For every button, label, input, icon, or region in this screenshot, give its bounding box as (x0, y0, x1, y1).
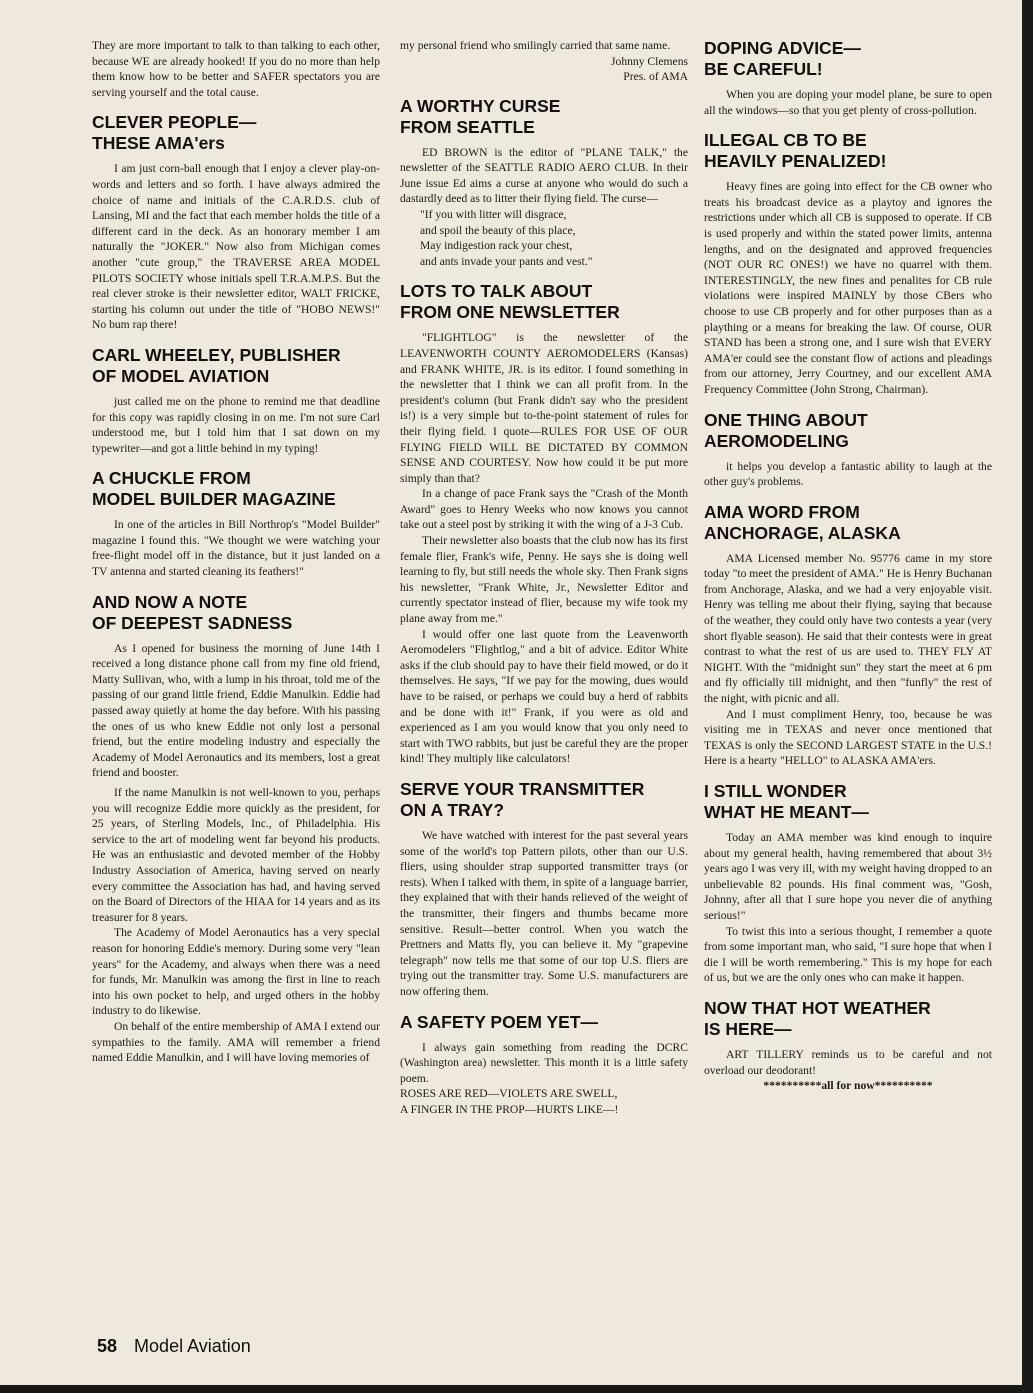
signature-name: Johnny Clemens (611, 54, 688, 68)
paragraph: And I must compliment Henry, too, because he was visiting me in TEXAS and never once mentioned that TEXAS is only the SECOND LARGEST STATE in the U.S.! Here is a hearty "HELLO" to ALASKA AMA'ers. (704, 707, 992, 768)
verse-line: May indigestion rack your chest, (420, 239, 573, 253)
paragraph: If the name Manulkin is not well-known to you, perhaps you will recognize Eddie more quickly as the president, for 25 years, of Sterling Models, Inc., of Philadelphia. His service to the art of modeling went far beyond his products. He was an enthusiastic and devoted member of the Hobby Industry Association of America, having served on nearly every committee the Association has had, and having served on the Board of Directors of the HIAA for 14 years and as its treasurer for 8 years. (92, 786, 380, 924)
heading-illegal-cb: ILLEGAL CB TO BE HEAVILY PENALIZED! (704, 130, 887, 172)
intro-paragraph: They are more important to talk to than talking to each other, because WE are already hooked! If you do no more than help them know how to be better and SAFER spectators you are serving yourself and the total cause. (92, 39, 380, 99)
heading-anchorage: AMA WORD FROM ANCHORAGE, ALASKA (704, 501, 901, 543)
magazine-title: Model Aviation (134, 1336, 251, 1356)
heading-still-wonder: I STILL WONDER WHAT HE MEANT— (704, 781, 869, 822)
verse-line: "If you with litter will disgrace, (420, 207, 567, 221)
paragraph: In one of the articles in Bill Northrop's "Model Builder" magazine I found this. "We thought we were watching your free-flight model off in the distance, but it just landed on a TV antenna and started cleaning its feathers!" (92, 518, 380, 579)
heading-chuckle: A CHUCKLE FROM MODEL BUILDER MAGAZINE (92, 468, 336, 510)
poem-line: A FINGER IN THE PROP—HURTS LIKE—! (400, 1102, 619, 1116)
paragraph: I always gain something from reading the DCRC (Washington area) newsletter. This month it is a little safety poem. (400, 1040, 688, 1085)
paragraph: Their newsletter also boasts that the club now has its first female flier, Frank's wife, Penny. He says she is doing well learning to fly, but still needs the whole sky. Then Frank signs his newsletter, "Frank White, Jr., Newsletter Editor and currently spectator instead of flier, because my wife took my plane away from me." (400, 534, 688, 626)
heading-doping-advice: DOPING ADVICE— BE CAREFUL! (704, 38, 861, 79)
heading-clever-people: CLEVER PEOPLE— THESE AMA'ers (92, 112, 257, 154)
heading-lots-to-talk: LOTS TO TALK ABOUT FROM ONE NEWSLETTER (400, 281, 620, 323)
continued-paragraph: my personal friend who smilingly carried that same name. (400, 39, 671, 52)
paragraph: I am just corn-ball enough that I enjoy a clever play-on-words and letters and so forth. I have always admired the choice of name and initials of the C.A.R.D.S. club of Lansing, MI and the fact that each member holds the title of a different card in the deck. As an honorary member I am naturally the "JOKER." Now also from Michigan comes another "cute group," the TRAVERSE AREA MODEL PILOTS SOCIETY whose initials spell T.R.A.M.P.S. But the real clever stroke is their newsletter editor, WALT FRICKE, starting his column out under the title of "HOBO NEWS!" No bum rap there! (92, 162, 380, 332)
heading-carl-wheeley: CARL WHEELEY, PUBLISHER OF MODEL AVIATION (92, 344, 341, 386)
signature-title: Pres. of AMA (623, 69, 688, 83)
paragraph: On behalf of the entire membership of AMA I extend our sympathies to the family. AMA will remember a friend named Eddie Manulkin, and I will have loving memories of (92, 1019, 380, 1065)
column-1 (92, 38, 380, 1066)
paragraph: AMA Licensed member No. 95776 came in my store today "to meet the president of AMA." He is Henry Buchanan from Anchorage, Alaska, and we had a very enjoyable visit. Henry was telling me about their flying, saying that because of the weather, they could only have two contests a year (very short flyable season). He said that their contests were in great contrast to what the rest of us are used to. THEY FLY AT NIGHT. With the "midnight sun" they start the meet at 6 pm and fly officially till midnight, and then "funfly" the rest of the night, with picnic and all. (704, 551, 992, 706)
paragraph: To twist this into a serious thought, I remember a quote from some important man, who said, "I sure hope that when I die I will be worth remembering." This is my hope for each of us, but we are the only ones who can make it happen. (704, 924, 992, 985)
heading-hot-weather: NOW THAT HOT WEATHER IS HERE— (704, 997, 931, 1039)
paragraph: ED BROWN is the editor of "PLANE TALK," the newsletter of the SEATTLE RADIO AERO CLUB. In their June issue Ed aims a curse at anyone who would do such a dastardly deed as to litter their flying field. The curse— (400, 145, 688, 206)
heading-worthy-curse: A WORTHY CURSE FROM SEATTLE (400, 95, 561, 137)
paragraph: As I opened for business the morning of June 14th I received a long distance phone call from my fine old friend, Matty Sullivan, who, with a lump in his throat, told me of the passing of our grand little friend, Eddie Manulkin. Eddie had passed away quietly at home the day before. With his passing the ones of us who knew Eddie not only lost a personal friend, but the entire modeling industry and especially the Academy of Model Aeronautics and its members, lost a great friend and booster. (92, 641, 380, 780)
paragraph: Heavy fines are going into effect for the CB owner who treats his broadcast device as a playtoy and ignores the restrictions under which all CB is supposed to operate. If CB is used properly and within the stated power limits, antenna lengths, and on the designated and approved frequencies (NOT OUR RC ONES!) we have no quarrel with them. INTERESTINGLY, the new fines and penalites for CB rule violations were inspired MAINLY by those CBers who choose to use CB properly and for other purposes than as a plaything or a means for breaking the law. Of course, OUR STAND has been a strong one, and I sure wish that EVERY AMA'er could see the constant flow of actions and pleadings from our attorney, Jerry Courtney, and our excellent AMA Frequency Committee (John Strong, Chairman). (704, 180, 992, 396)
paragraph: it helps you develop a fantastic ability to laugh at the other guy's problems. (704, 459, 992, 489)
paragraph: The Academy of Model Aeronautics has a very special reason for honoring Eddie's memory. During some very "lean years" for the Academy, and always when there was a need for funds, Mr. Manulkin was among the first in line to reach into his own pocket to help, and urged others in the hobby industry to do likewise. (92, 926, 380, 1018)
signoff-line: **********all for now********** (763, 1079, 933, 1093)
poem-line: ROSES ARE RED—VIOLETS ARE SWELL, (400, 1087, 618, 1101)
heading-safety-poem: A SAFETY POEM YET— (400, 1011, 599, 1032)
column-2 (400, 38, 688, 1117)
paragraph: I would offer one last quote from the Leavenworth Aeromodelers "Flightlog," and a bit of advice. Editor White asks if the club should pay to have their field mowed, or do it themselves. He says, "If we pay for the mowing, dues would have to be raised, or perhaps we could buy a herd of rabbits and be done with it!" Frank, if you were as old and experienced as I am you would know that you only need to start with TWO rabbits, but just be careful they are the proper kind! They multiply like calculators! (400, 627, 688, 766)
paragraph: When you are doping your model plane, be sure to open all the windows—so that you get plenty of cross-pollution. (704, 88, 992, 117)
page-footer (97, 1336, 251, 1357)
paragraph: We have watched with interest for the past several years some of the world's top Pattern pilots, other than our U.S. fliers, using shoulder strap supported transmitter trays (or rests). When I talked with them, in spite of a language barrier, they explained that with their hands relieved of the weight of the transmitter, their fingers and thumbs became more sensitive. Result—better control. When you watch the Prettners and Matts fly, you can believe it. My "grapevine telegraph" now tells me that some of our top U.S. fliers are trying out the transmitter tray. Some U.S. manufacturers are now offering them. (400, 828, 688, 998)
page-number: 58 (97, 1336, 118, 1356)
paragraph: Today an AMA member was kind enough to inquire about my general health, having remembered that about 3½ years ago I was very ill, with my weight having dropped to an unbelievable 82 pounds. His final comment was, "Gosh, Johnny, after all that I sure hope you never die of anything serious!" (704, 831, 992, 922)
paragraph: just called me on the phone to remind me that deadline for this copy was rapidly closing in on me. I'm not sure Carl understood me, but I told him that I sat down on my typewriter—and got a little behind in my typing! (92, 394, 380, 455)
heading-aeromodeling: ONE THING ABOUT AEROMODELING (704, 409, 868, 451)
heading-transmitter-tray: SERVE YOUR TRANSMITTER ON A TRAY? (400, 778, 645, 820)
verse-line: and spoil the beauty of this place, (420, 223, 576, 237)
paragraph: In a change of pace Frank says the "Crash of the Month Award" goes to Henry Weeks who now knows you cannot take out a steel post by striking it with the wing of a J-3 Cub. (400, 487, 688, 532)
paragraph: "FLIGHTLOG" is the newsletter of the LEAVENWORTH COUNTY AEROMODELERS (Kansas) and FRANK WHITE, JR. is its editor. I found something in the newsletter that I think we can all profit from. In the president's column (but Frank didn't say who the president is!) is a very simple but to-the-point statement of rules for their flying field. I quote—RULES FOR USE OF OUR FLYING FIELD WILL BE DICTATED BY COMMON SENSE AND COURTESY. Now how could it be put more simply than that? (400, 331, 688, 485)
verse-line: and ants invade your pants and vest." (420, 254, 593, 268)
column-3 (704, 38, 992, 1094)
heading-sadness: AND NOW A NOTE OF DEEPEST SADNESS (92, 591, 293, 633)
paragraph: ART TILLERY reminds us to be careful and not overload our deodorant! (704, 1047, 992, 1077)
